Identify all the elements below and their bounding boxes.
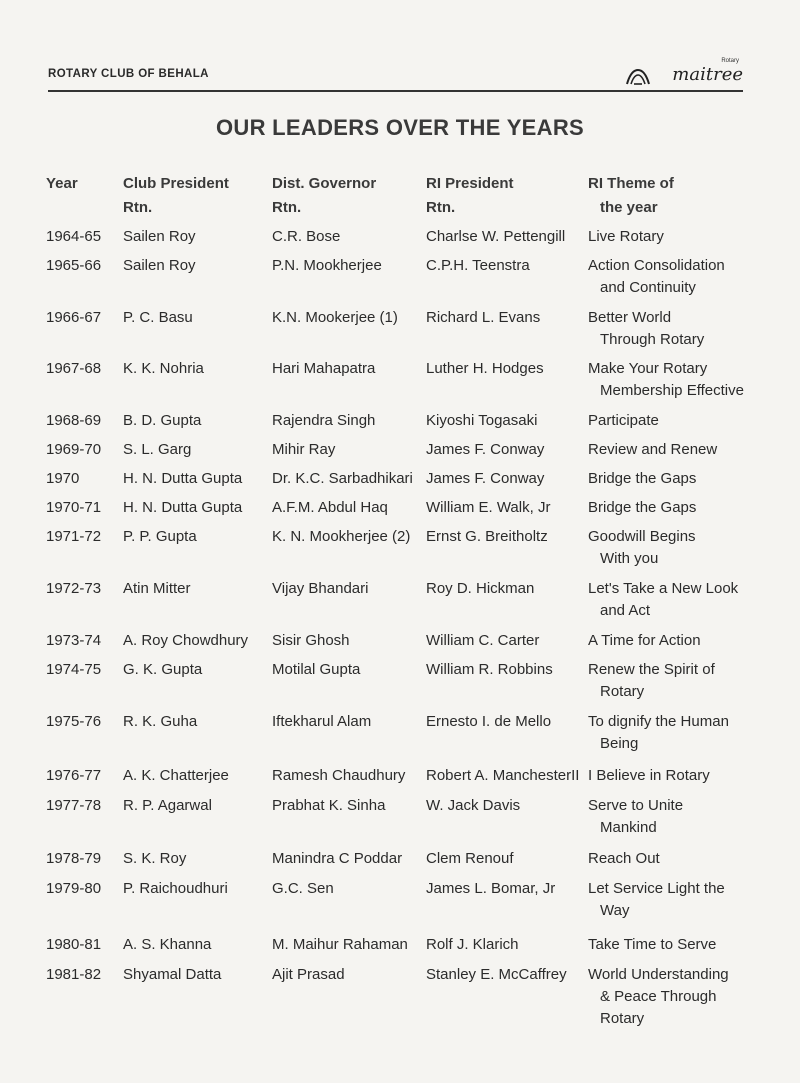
cell-year: 1970-71 bbox=[46, 499, 102, 516]
cell-year: 1978-79 bbox=[46, 850, 102, 867]
maitree-logo bbox=[623, 60, 743, 88]
page-header bbox=[48, 60, 743, 92]
cell-ri-theme bbox=[588, 358, 744, 402]
cell-ri-theme bbox=[588, 526, 696, 570]
cell-ri-theme bbox=[588, 765, 710, 787]
cell-club-president: R. P. Agarwal bbox=[123, 797, 212, 814]
cell-ri-theme bbox=[588, 878, 725, 922]
col-header-line: Year bbox=[46, 175, 78, 192]
cell-dist-governor: C.R. Bose bbox=[272, 228, 341, 245]
theme-line: Way bbox=[600, 902, 630, 919]
cell-year: 1980-81 bbox=[46, 936, 102, 953]
cell-dist-governor: Motilal Gupta bbox=[272, 661, 361, 678]
cell-club-president: Shyamal Datta bbox=[123, 966, 222, 983]
cell-ri-theme bbox=[588, 711, 729, 755]
cell-year: 1972-73 bbox=[46, 580, 102, 597]
theme-line: Participate bbox=[588, 412, 659, 429]
cell-ri-theme bbox=[588, 630, 701, 652]
theme-line: Better World bbox=[588, 309, 672, 326]
col-header-ri-theme bbox=[588, 172, 674, 220]
theme-line: Review and Renew bbox=[588, 441, 718, 458]
cell-year: 1973-74 bbox=[46, 632, 102, 649]
theme-line: Make Your Rotary bbox=[588, 360, 708, 377]
cell-dist-governor: Dr. K.C. Sarbadhikari bbox=[272, 470, 413, 487]
cell-dist-governor: K.N. Mookerjee (1) bbox=[272, 309, 398, 326]
club-name: ROTARY CLUB OF BEHALA bbox=[48, 68, 209, 80]
cell-ri-president: James F. Conway bbox=[426, 470, 545, 487]
cell-ri-president: William C. Carter bbox=[426, 632, 540, 649]
col-header-line: the year bbox=[600, 199, 658, 216]
theme-line: With you bbox=[600, 550, 659, 567]
theme-line: A Time for Action bbox=[588, 632, 701, 649]
cell-club-president: Sailen Roy bbox=[123, 228, 196, 245]
theme-line: and Continuity bbox=[600, 279, 696, 296]
theme-line: To dignify the Human bbox=[588, 713, 729, 730]
theme-line: Mankind bbox=[600, 819, 657, 836]
cell-club-president: P. C. Basu bbox=[123, 309, 193, 326]
cell-ri-president: Luther H. Hodges bbox=[426, 360, 544, 377]
cell-ri-president: James F. Conway bbox=[426, 441, 545, 458]
logo-small-text: Rotary bbox=[721, 58, 739, 64]
cell-ri-president: Stanley E. McCaffrey bbox=[426, 966, 567, 983]
col-header-line: Rtn. bbox=[272, 199, 302, 216]
theme-line: Let Service Light the bbox=[588, 880, 725, 897]
cell-dist-governor: M. Maihur Rahaman bbox=[272, 936, 408, 953]
cell-ri-president: Robert A. ManchesterII bbox=[426, 767, 580, 784]
col-header-club-president bbox=[123, 172, 229, 220]
cell-year: 1968-69 bbox=[46, 412, 102, 429]
theme-line: Renew the Spirit of bbox=[588, 661, 715, 678]
theme-line: Membership Effective bbox=[600, 382, 744, 399]
cell-ri-president: Ernst G. Breitholtz bbox=[426, 528, 548, 545]
cell-dist-governor: Manindra C Poddar bbox=[272, 850, 403, 867]
theme-line: World Understanding bbox=[588, 966, 729, 983]
theme-line: Reach Out bbox=[588, 850, 660, 867]
col-header-year bbox=[46, 172, 78, 196]
cell-dist-governor: G.C. Sen bbox=[272, 880, 334, 897]
theme-line: Live Rotary bbox=[588, 228, 664, 245]
theme-line: Bridge the Gaps bbox=[588, 470, 697, 487]
cell-ri-theme bbox=[588, 497, 696, 519]
cell-year: 1970 bbox=[46, 470, 80, 487]
col-header-line: RI Theme of bbox=[588, 175, 674, 192]
col-header-line: Rtn. bbox=[426, 199, 456, 216]
col-header-dist-governor bbox=[272, 172, 376, 220]
cell-ri-president: William R. Robbins bbox=[426, 661, 553, 678]
cell-ri-president: Kiyoshi Togasaki bbox=[426, 412, 538, 429]
cell-dist-governor: P.N. Mookherjee bbox=[272, 257, 382, 274]
cell-club-president: B. D. Gupta bbox=[123, 412, 202, 429]
cell-ri-theme bbox=[588, 848, 660, 870]
cell-ri-theme bbox=[588, 795, 683, 839]
cell-ri-theme bbox=[588, 410, 659, 432]
cell-club-president: H. N. Dutta Gupta bbox=[123, 499, 243, 516]
cell-ri-president: Ernesto I. de Mello bbox=[426, 713, 552, 730]
cell-club-president: A. S. Khanna bbox=[123, 936, 212, 953]
theme-line: Rotary bbox=[600, 1010, 645, 1027]
cell-club-president: G. K. Gupta bbox=[123, 661, 203, 678]
cell-club-president: H. N. Dutta Gupta bbox=[123, 470, 243, 487]
theme-line: Action Consolidation bbox=[588, 257, 725, 274]
cell-club-president: P. P. Gupta bbox=[123, 528, 197, 545]
rotary-wheel-icon bbox=[625, 66, 651, 86]
cell-dist-governor: Hari Mahapatra bbox=[272, 360, 376, 377]
cell-ri-president: James L. Bomar, Jr bbox=[426, 880, 556, 897]
cell-club-president: R. K. Guha bbox=[123, 713, 198, 730]
col-header-line: Club President bbox=[123, 175, 229, 192]
cell-club-president: S. K. Roy bbox=[123, 850, 187, 867]
cell-dist-governor: Rajendra Singh bbox=[272, 412, 376, 429]
cell-year: 1967-68 bbox=[46, 360, 102, 377]
cell-ri-theme bbox=[588, 468, 696, 490]
cell-club-president: K. K. Nohria bbox=[123, 360, 204, 377]
cell-ri-theme bbox=[588, 659, 715, 703]
cell-ri-theme bbox=[588, 255, 725, 299]
cell-dist-governor: Iftekharul Alam bbox=[272, 713, 372, 730]
theme-line: Take Time to Serve bbox=[588, 936, 717, 953]
col-header-line: Rtn. bbox=[123, 199, 153, 216]
cell-ri-theme bbox=[588, 439, 717, 461]
theme-line: Through Rotary bbox=[600, 331, 705, 348]
cell-ri-president: W. Jack Davis bbox=[426, 797, 521, 814]
cell-ri-president: William E. Walk, Jr bbox=[426, 499, 551, 516]
page-title: OUR LEADERS OVER THE YEARS bbox=[215, 115, 584, 140]
cell-club-president: A. K. Chatterjee bbox=[123, 767, 229, 784]
theme-line: Bridge the Gaps bbox=[588, 499, 697, 516]
theme-line: Serve to Unite bbox=[588, 797, 684, 814]
cell-club-president: Sailen Roy bbox=[123, 257, 196, 274]
logo-word: maitree bbox=[672, 64, 743, 85]
cell-year: 1976-77 bbox=[46, 767, 102, 784]
cell-dist-governor: A.F.M. Abdul Haq bbox=[272, 499, 388, 516]
header-rule bbox=[48, 90, 743, 92]
cell-ri-president: Clem Renouf bbox=[426, 850, 514, 867]
cell-dist-governor: Ajit Prasad bbox=[272, 966, 345, 983]
cell-year: 1964-65 bbox=[46, 228, 102, 245]
cell-ri-theme bbox=[588, 307, 704, 351]
cell-ri-president: Rolf J. Klarich bbox=[426, 936, 519, 953]
cell-year: 1966-67 bbox=[46, 309, 102, 326]
cell-dist-governor: K. N. Mookherjee (2) bbox=[272, 528, 411, 545]
col-header-ri-president bbox=[426, 172, 514, 220]
theme-line: and Act bbox=[600, 602, 651, 619]
cell-year: 1971-72 bbox=[46, 528, 102, 545]
cell-dist-governor: Ramesh Chaudhury bbox=[272, 767, 406, 784]
cell-year: 1981-82 bbox=[46, 966, 102, 983]
cell-ri-president: C.P.H. Teenstra bbox=[426, 257, 530, 274]
cell-dist-governor: Mihir Ray bbox=[272, 441, 336, 458]
cell-dist-governor: Prabhat K. Sinha bbox=[272, 797, 386, 814]
cell-ri-president: Richard L. Evans bbox=[426, 309, 541, 326]
theme-line: Let's Take a New Look bbox=[588, 580, 739, 597]
cell-year: 1975-76 bbox=[46, 713, 102, 730]
cell-year: 1969-70 bbox=[46, 441, 102, 458]
col-header-line: RI President bbox=[426, 175, 514, 192]
col-header-line: Dist. Governor bbox=[272, 175, 377, 192]
cell-dist-governor: Vijay Bhandari bbox=[272, 580, 369, 597]
theme-line: & Peace Through bbox=[600, 988, 717, 1005]
cell-ri-president: Roy D. Hickman bbox=[426, 580, 535, 597]
cell-ri-theme bbox=[588, 226, 664, 248]
cell-year: 1965-66 bbox=[46, 257, 102, 274]
cell-year: 1977-78 bbox=[46, 797, 102, 814]
theme-line: Being bbox=[600, 735, 639, 752]
cell-ri-theme bbox=[588, 934, 716, 956]
cell-club-president: S. L. Garg bbox=[123, 441, 192, 458]
cell-ri-president: Charlse W. Pettengill bbox=[426, 228, 566, 245]
theme-line: Rotary bbox=[600, 683, 645, 700]
cell-year: 1974-75 bbox=[46, 661, 102, 678]
cell-ri-theme bbox=[588, 964, 729, 1030]
theme-line: Goodwill Begins bbox=[588, 528, 696, 545]
cell-ri-theme bbox=[588, 578, 738, 622]
cell-club-president: A. Roy Chowdhury bbox=[123, 632, 249, 649]
cell-dist-governor: Sisir Ghosh bbox=[272, 632, 350, 649]
cell-club-president: Atin Mitter bbox=[123, 580, 191, 597]
cell-club-president: P. Raichoudhuri bbox=[123, 880, 228, 897]
cell-year: 1979-80 bbox=[46, 880, 102, 897]
theme-line: I Believe in Rotary bbox=[588, 767, 710, 784]
